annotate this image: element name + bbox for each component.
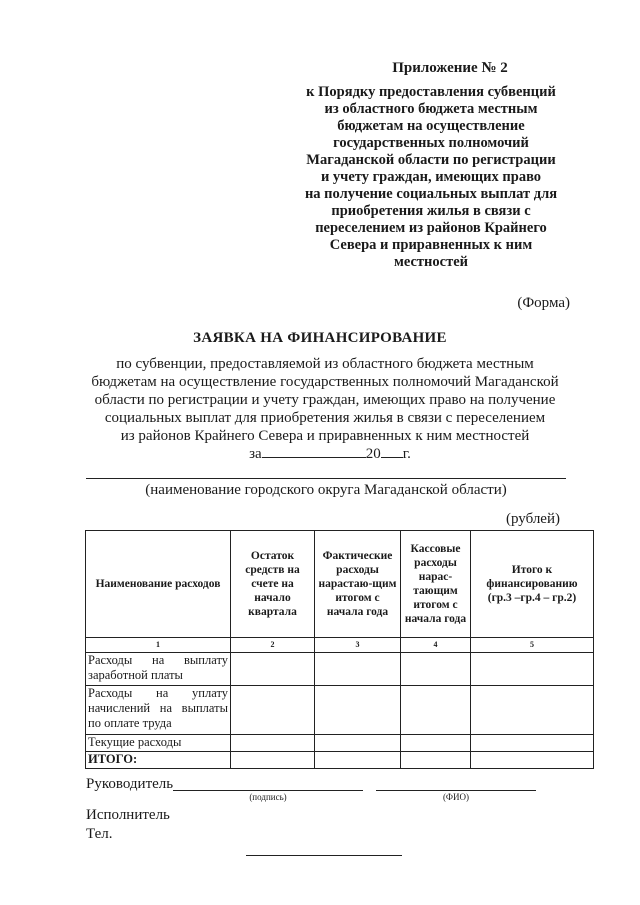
form-label: (Форма) [517, 295, 570, 311]
table-cell[interactable] [471, 686, 594, 735]
org-caption: (наименование городского округа Магаданской области) [145, 482, 507, 498]
table-cell[interactable] [315, 686, 401, 735]
head-label: Руководитель [86, 776, 174, 792]
appendix-line: государственных полномочий [333, 135, 529, 151]
phone-label: Тел. [86, 826, 113, 842]
subtitle-line: по субвенции, предоставляемой из областного бюджета местным [116, 356, 534, 372]
column-number: 3 [315, 638, 401, 653]
period-year: 20 [365, 446, 381, 462]
org-name-line[interactable] [86, 478, 566, 479]
table-cell[interactable] [315, 752, 401, 769]
appendix-line: приобретения жилья в связи с [331, 203, 531, 219]
table-cell[interactable] [231, 735, 315, 752]
subtitle-line: бюджетам на осуществление государственных полномочий Магаданской [91, 374, 559, 390]
header-cell: Кассовые расходы нарас-тающим итогом с начала года [401, 531, 471, 638]
appendix-line: местностей [393, 254, 468, 270]
column-number: 5 [471, 638, 594, 653]
bottom-line[interactable] [246, 855, 402, 856]
year-blank[interactable] [381, 444, 403, 458]
header-cell: Итого к финансированию (гр.3 –гр.4 – гр.2) [471, 531, 594, 638]
table-row [86, 686, 594, 735]
table-cell[interactable] [231, 686, 315, 735]
document-title: ЗАЯВКА НА ФИНАНСИРОВАНИЕ [193, 330, 447, 346]
period-line [200, 444, 460, 463]
header-cell: Остаток средств на счете на начало квартала [231, 531, 315, 638]
appendix-line: из областного бюджета местным [324, 101, 538, 117]
header-cell: Наименование расходов [86, 531, 231, 638]
period-blank[interactable] [262, 444, 366, 458]
table-cell[interactable] [315, 653, 401, 686]
table-row [86, 735, 594, 752]
appendix-line: Магаданской области по регистрации [306, 152, 556, 168]
table-cell[interactable] [471, 752, 594, 769]
column-number: 2 [231, 638, 315, 653]
name-line[interactable] [376, 790, 536, 791]
table-cell[interactable] [231, 653, 315, 686]
signature-caption: (подпись) [249, 792, 287, 802]
table-header-row [86, 531, 594, 638]
header-cell: Фактические расходы нарастаю-щим итогом с начала года [315, 531, 401, 638]
appendix-line: переселением из районов Крайнего [315, 220, 547, 236]
table-cell[interactable] [471, 735, 594, 752]
subtitle-line: из районов Крайнего Севера и приравненных к ним местностей [120, 428, 530, 444]
appendix-line: на получение социальных выплат для [304, 186, 558, 202]
table-cell[interactable] [401, 653, 471, 686]
financing-table [85, 530, 594, 769]
appendix-text [300, 84, 562, 271]
appendix-line: бюджетам на осуществление [337, 118, 525, 134]
appendix-line: к Порядку предоставления субвенций [306, 84, 556, 100]
table-cell[interactable] [315, 735, 401, 752]
row-label: Текущие расходы [86, 735, 231, 752]
appendix-title: Приложение № 2 [392, 60, 508, 76]
signature-line[interactable] [173, 790, 363, 791]
total-label: ИТОГО: [86, 752, 231, 769]
row-label: Расходы на уплату начислений на выплаты по оплате труда [86, 686, 231, 735]
executor-label: Исполнитель [86, 807, 170, 823]
table-cell[interactable] [471, 653, 594, 686]
table-cell[interactable] [401, 735, 471, 752]
table-number-row [86, 638, 594, 653]
name-caption: (ФИО) [442, 792, 470, 802]
appendix-line: и учету граждан, имеющих право [320, 169, 542, 185]
table-total-row [86, 752, 594, 769]
table-cell[interactable] [401, 752, 471, 769]
row-label: Расходы на выплату заработной платы [86, 653, 231, 686]
units-label: (рублей) [505, 511, 560, 527]
table-cell[interactable] [401, 686, 471, 735]
subtitle-line: социальных выплат для приобретения жилья в связи с переселением [104, 410, 546, 426]
table-row [86, 653, 594, 686]
appendix-line: Севера и приравненных к ним [329, 237, 533, 253]
period-prefix: за [249, 446, 262, 462]
subtitle-line: области по регистрации и учету граждан, имеющих право на получение [94, 392, 556, 408]
column-number: 1 [86, 638, 231, 653]
column-number: 4 [401, 638, 471, 653]
period-suffix: г. [402, 446, 411, 462]
document-subtitle [80, 355, 570, 445]
table-cell[interactable] [231, 752, 315, 769]
